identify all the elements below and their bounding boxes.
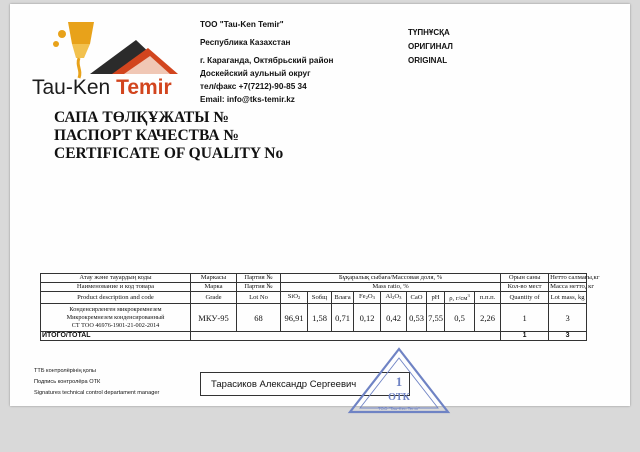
col-al2o3: $Al_2O_3$	[381, 292, 407, 304]
grade-header-kz: Маркасы	[191, 274, 237, 283]
total-spacer	[191, 332, 501, 341]
brand-tau: Tau-Ken	[32, 76, 111, 99]
total-mass: 3	[549, 332, 587, 341]
places-header-ru: Кол-во мест	[501, 283, 549, 292]
brand-temir: Temir	[116, 76, 172, 99]
title-en: CERTIFICATE OF QUALITY No	[54, 145, 284, 162]
vlaga-value: 0,71	[332, 304, 354, 332]
ppp-value: 2,26	[475, 304, 501, 332]
title-kz: САПА ТӨЛҚҰЖАТЫ №	[54, 109, 229, 126]
product-header-en: Product description and code	[41, 292, 191, 304]
cao-value: 0,53	[407, 304, 427, 332]
company-info	[200, 18, 333, 106]
places-header-kz: Орын саны	[501, 274, 549, 283]
sio2-value: 96,91	[281, 304, 308, 332]
total-label: ИТОГО/TOTAL	[41, 332, 191, 341]
col-fe2o3: $Fe_2O_3$	[354, 292, 381, 304]
mass-header-kz: Нетто салмағы,кг	[550, 274, 600, 281]
col-vlaga: Влага	[332, 292, 354, 304]
controller-name-box: Тарасиков Александр Сергеевич	[200, 372, 410, 396]
product-description: Конденсирленген микрокремнезем Микрокремнезем конденсированный СТ ТОО 46976-1901-21-002-2014	[41, 304, 191, 332]
company-phone: тел/факс +7(7212)-90-85 34	[200, 82, 307, 91]
company-name: ТОО "Tau-Ken Temir"	[200, 20, 284, 29]
grade-value: МКУ-95	[191, 304, 237, 332]
col-ppp: п.п.п.	[475, 292, 501, 304]
sobsh-value: 1,58	[308, 304, 332, 332]
ratio-header-en: Mass ratio, %	[281, 283, 501, 292]
grade-header-ru: Марка	[191, 283, 237, 292]
original-en: ORIGINAL	[408, 56, 448, 65]
certificate-sheet	[10, 4, 630, 411]
col-cao: CaO	[407, 292, 427, 304]
svg-text:1: 1	[395, 374, 403, 389]
mass-header-en: Lot mass, kg	[549, 292, 587, 304]
total-places: 1	[501, 332, 549, 341]
al2o3-value: 0,42	[381, 304, 407, 332]
company-city: г. Караганда, Октябрьский район	[200, 56, 334, 65]
lot-header-kz: Партия №	[237, 274, 281, 283]
company-country: Республика Казахстан	[200, 38, 291, 47]
ratio-header-kz: Бұқаралық сыбаға/Массовая доля, %	[281, 274, 501, 283]
grade-header-en: Grade	[191, 292, 237, 304]
fe2o3-value: 0,12	[354, 304, 381, 332]
col-sobsh: Sобщ	[308, 292, 332, 304]
brand-name	[32, 76, 172, 100]
product-header-kz: Атау және тауардың коды	[41, 274, 191, 283]
original-marks	[408, 26, 453, 68]
signature-label-kz: ТТБ контролёрінің қолы	[34, 368, 96, 374]
mass-value: 3	[549, 304, 587, 332]
col-ph: pH	[427, 292, 445, 304]
col-rho: ρ, $г/см^3$	[445, 292, 475, 304]
total-row	[41, 332, 587, 341]
otk-stamp	[347, 346, 451, 418]
signature-label-en: Signatures technical control departament manager	[34, 390, 160, 396]
lot-header-ru: Партия №	[237, 283, 281, 292]
lot-value: 68	[237, 304, 281, 332]
svg-text:ТОО "Tau-Ken Temir": ТОО "Tau-Ken Temir"	[378, 406, 420, 411]
svg-text:ОТК: ОТК	[388, 392, 410, 403]
places-value: 1	[501, 304, 549, 332]
signature-label-ru: Подпись контролёра ОТК	[34, 379, 101, 385]
company-email: Email: info@tks-temir.kz	[200, 95, 295, 104]
places-header-en: Quantity of	[501, 292, 549, 304]
document-title	[54, 109, 283, 163]
mass-header-ru: Масса нетто, кг	[550, 283, 595, 290]
original-kz: ТҮПНҰСҚА	[408, 28, 450, 37]
title-ru: ПАСПОРТ КАЧЕСТВА №	[54, 127, 239, 144]
rho-value: 0,5	[445, 304, 475, 332]
signature-labels	[34, 366, 159, 399]
product-header-ru: Наименование и код товара	[41, 283, 191, 292]
col-sio2: SiO$_2$	[281, 292, 308, 304]
quality-table	[40, 273, 600, 341]
ph-value: 7,55	[427, 304, 445, 332]
original-ru: ОРИГИНАЛ	[408, 42, 453, 51]
table-row	[41, 304, 587, 332]
company-district: Доскейский аульный округ	[200, 69, 311, 78]
lot-header-en: Lot No	[237, 292, 281, 304]
